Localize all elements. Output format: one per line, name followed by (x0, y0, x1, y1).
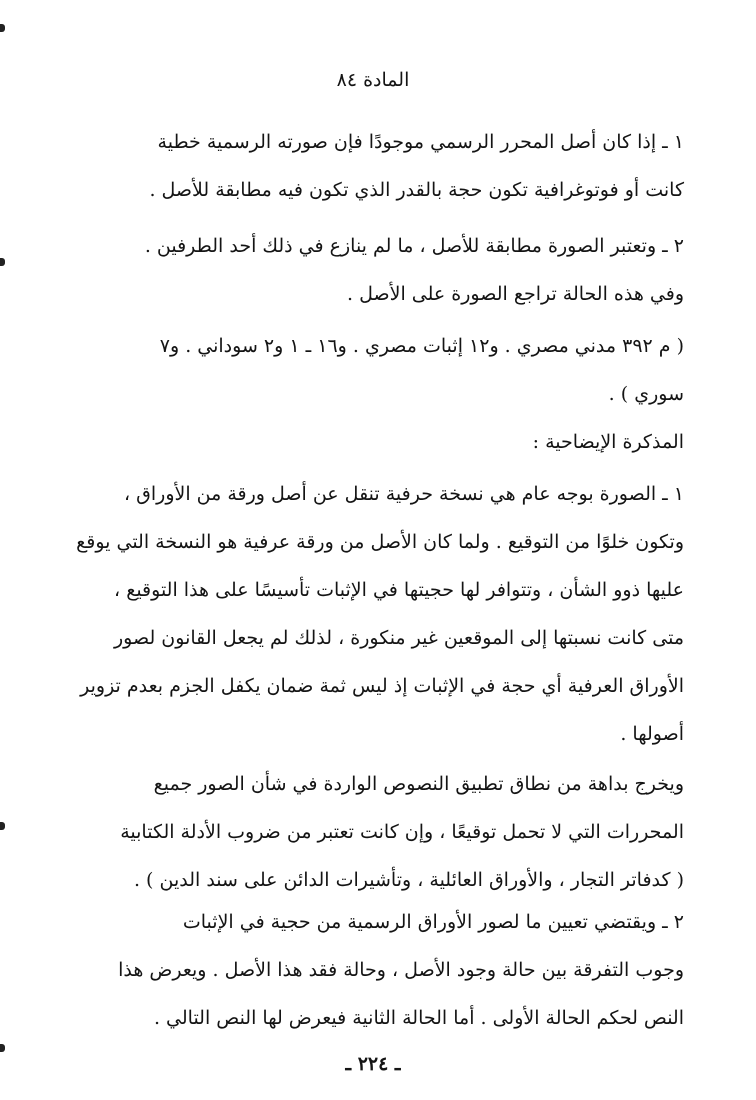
page-edge-mark (0, 1044, 5, 1052)
paragraph-memo-1 (62, 470, 684, 758)
paragraph-memo-2 (62, 760, 684, 904)
text-line: النص لحكم الحالة الأولى . أما الحالة الثانية فيعرض لها النص التالي . (153, 1007, 684, 1029)
text-line: وفي هذه الحالة تراجع الصورة على الأصل . (347, 283, 684, 305)
paragraph-memo-3 (62, 898, 684, 1042)
text-line: الأوراق العرفية أي حجة في الإثبات إذ ليس ثمة ضمان يكفل الجزم بعدم تزوير (80, 675, 684, 697)
text-line: متى كانت نسبتها إلى الموقعين غير منكورة ، لذلك لم يجعل القانون لصور (114, 627, 684, 649)
text-line: عليها ذوو الشأن ، وتتوافر لها حجيتها في الإثبات تأسيسًا على هذا التوقيع ، (114, 579, 684, 601)
text-line: المحررات التي لا تحمل توقيعًا ، وإن كانت تعتبر من ضروب الأدلة الكتابية (120, 821, 684, 843)
text-line: ٢ ـ ويقتضي تعيين ما لصور الأوراق الرسمية من حجية في الإثبات (182, 911, 684, 933)
text-line: سوري ) . (608, 383, 684, 405)
text-line: وجوب التفرقة بين حالة وجود الأصل ، وحالة فقد هذا الأصل . ويعرض هذا (118, 959, 684, 981)
text-line: كانت أو فوتوغرافية تكون حجة بالقدر الذي تكون فيه مطابقة للأصل . (149, 179, 684, 201)
page-number: ـ ٢٢٤ ـ (345, 1053, 401, 1075)
article-title: المادة ٨٤ (336, 69, 410, 91)
text-line: ١ ـ الصورة بوجه عام هي نسخة حرفية تنقل عن أصل ورقة من الأوراق ، (123, 483, 684, 505)
text-line: وتكون خلوًا من التوقيع . ولما كان الأصل من ورقة عرفية هو النسخة التي يوقع (76, 531, 684, 553)
text-line: ٢ ـ وتعتبر الصورة مطابقة للأصل ، ما لم ينازع في ذلك أحد الطرفين . (144, 235, 684, 257)
text-line: ١ ـ إذا كان أصل المحرر الرسمي موجودًا فإن صورته الرسمية خطية (157, 131, 684, 153)
paragraph-article-clause-2 (62, 222, 684, 318)
text-line: ويخرج بداهة من نطاق تطبيق النصوص الواردة في شأن الصور جميع (153, 773, 684, 795)
text-line: ( م ٣٩٢ مدني مصري . و١٢ إثبات مصري . و١٦ ـ ١ و٢ سوداني . و٧ (159, 335, 684, 357)
text-line: ( كدفاتر التجار ، والأوراق العائلية ، وتأشيرات الدائن على سند الدين ) . (133, 869, 684, 891)
paragraph-references (62, 322, 684, 418)
document-page (62, 0, 684, 1100)
page-edge-mark (0, 258, 5, 266)
text-line: أصولها . (620, 723, 684, 745)
page-edge-mark (0, 822, 5, 830)
explanatory-memo-heading (62, 418, 684, 466)
text-line: المذكرة الإيضاحية : (532, 431, 684, 453)
page-edge-mark (0, 24, 5, 32)
paragraph-article-clause-1 (62, 118, 684, 214)
